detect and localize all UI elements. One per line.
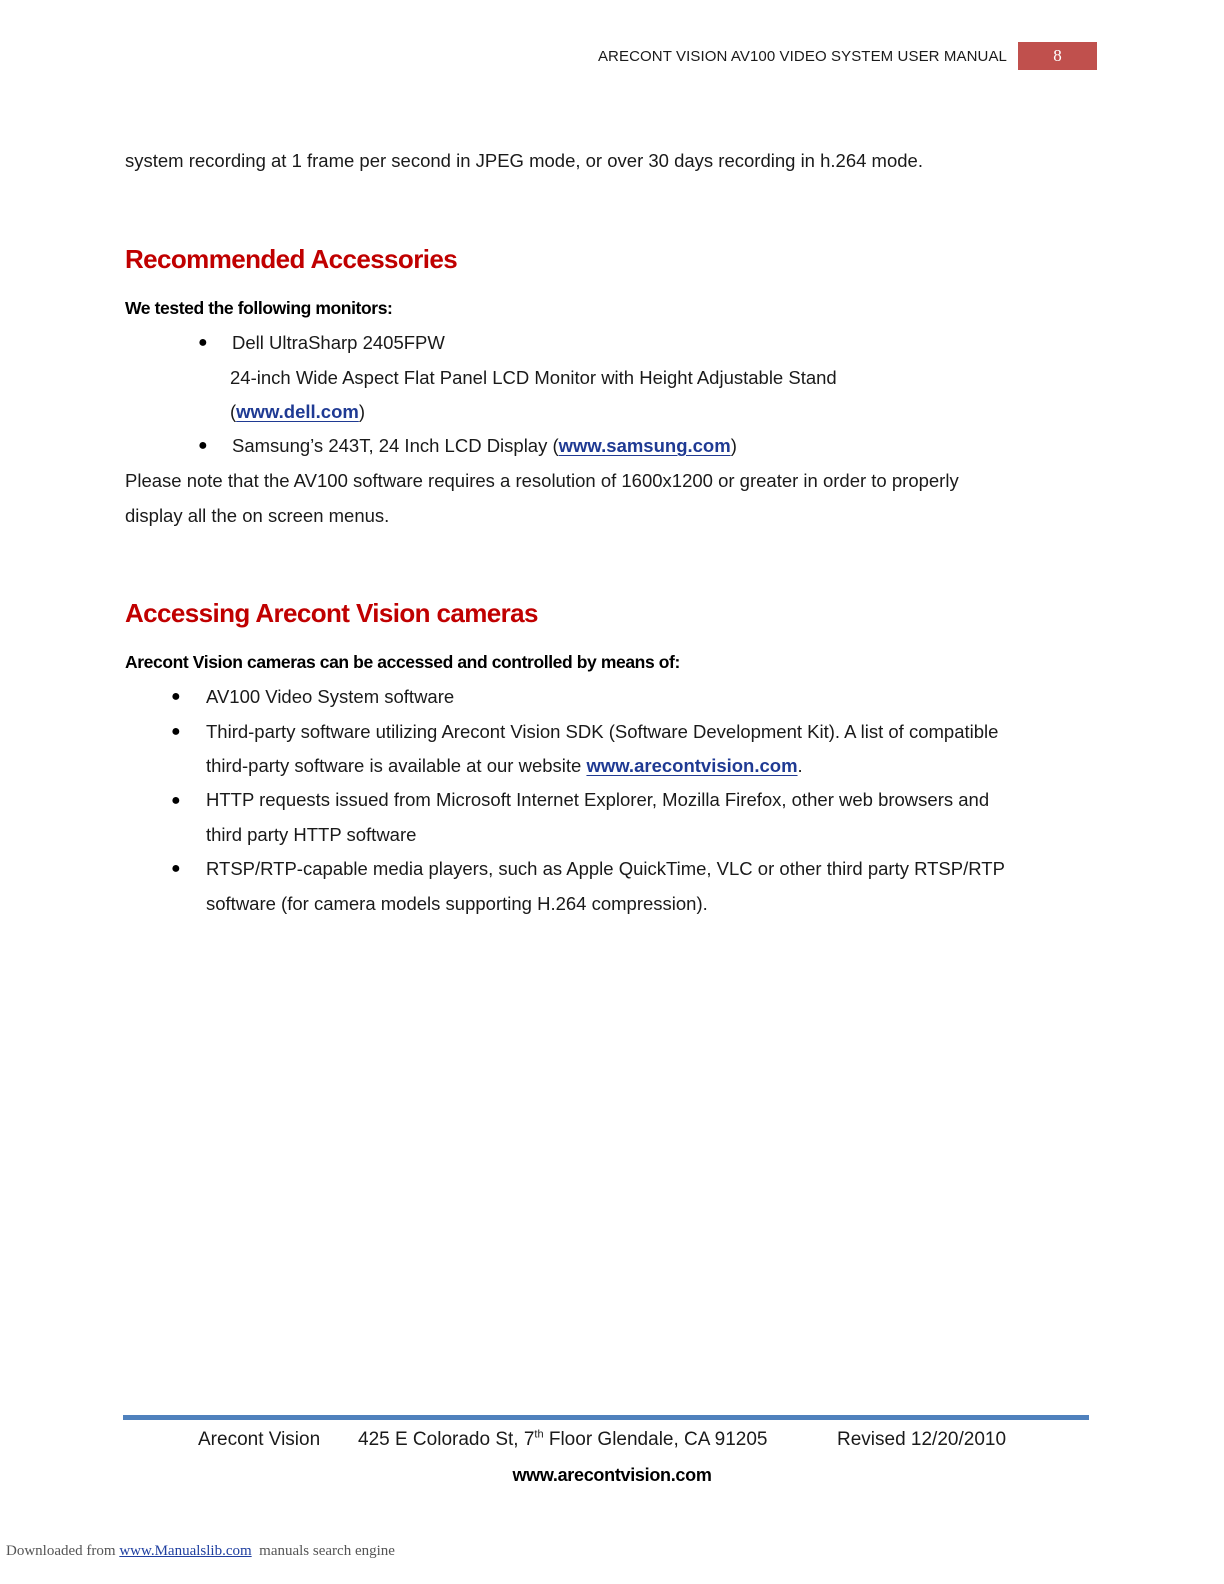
access-item-av100: AV100 Video System software — [206, 686, 455, 707]
footer-company: Arecont Vision — [198, 1429, 321, 1450]
bullet-icon: ● — [171, 688, 181, 705]
paren-close: ) — [358, 401, 366, 422]
download-notice — [6, 1543, 395, 1560]
access-item-sdk-line1: Third-party software utilizing Arecont Vision SDK (Software Development Kit). A list of compatible — [206, 721, 999, 742]
footer-revised: Revised 12/20/2010 — [837, 1429, 1007, 1450]
access-item-http-line2: third party HTTP software — [206, 824, 417, 845]
download-prefix: Downloaded from — [6, 1543, 120, 1559]
sdk-text: third-party software is available at our website — [206, 755, 587, 776]
dell-link[interactable]: www.dell.com — [236, 401, 359, 422]
access-item-rtsp-line2: software (for camera models supporting H.264 compression). — [206, 893, 708, 914]
address-sup: th — [534, 1428, 544, 1441]
bullet-icon: ● — [198, 437, 208, 454]
access-item-sdk-line2 — [206, 755, 803, 777]
bullet-icon: ● — [198, 334, 208, 351]
footer-rule — [123, 1415, 1089, 1420]
bullet-icon: ● — [171, 860, 181, 877]
samsung-link[interactable]: www.samsung.com — [558, 435, 731, 456]
bullet-icon: ● — [171, 792, 181, 809]
footer-address — [358, 1429, 768, 1451]
address-post: Floor Glendale, CA 91205 — [543, 1429, 768, 1450]
intro-paragraph: system recording at 1 frame per second in JPEG mode, or over 30 days recording in h.264 mode. — [125, 150, 923, 171]
footer-url[interactable]: www.arecontvision.com — [512, 1465, 712, 1485]
monitor-samsung-line — [232, 435, 737, 457]
section-heading-accessories: Recommended Accessories — [125, 244, 458, 274]
arecontvision-link[interactable]: www.arecontvision.com — [586, 755, 798, 776]
period: . — [797, 755, 803, 776]
paren-close: ) — [730, 435, 737, 456]
page-number: 8 — [1018, 42, 1097, 70]
monitor-dell-name: Dell UltraSharp 2405FPW — [232, 332, 445, 353]
subheading-access-means: Arecont Vision cameras can be accessed and controlled by means of: — [125, 652, 680, 672]
access-item-rtsp-line1: RTSP/RTP-capable media players, such as Apple QuickTime, VLC or other third party RTSP/RTP — [206, 858, 1005, 879]
section-heading-accessing: Accessing Arecont Vision cameras — [125, 598, 538, 628]
header-title: ARECONT VISION AV100 VIDEO SYSTEM USER MANUAL — [597, 48, 1007, 65]
manualslib-link[interactable]: www.Manualslib.com — [119, 1543, 252, 1559]
paren-open: ( — [230, 401, 237, 422]
subheading-monitors: We tested the following monitors: — [125, 298, 393, 318]
bullet-icon: ● — [171, 723, 181, 740]
resolution-note-line1: Please note that the AV100 software requires a resolution of 1600x1200 or greater in order to properly — [125, 470, 959, 491]
monitor-dell-description: 24-inch Wide Aspect Flat Panel LCD Monitor with Height Adjustable Stand — [230, 367, 837, 388]
download-suffix: manuals search engine — [251, 1543, 395, 1559]
resolution-note-line2: display all the on screen menus. — [125, 505, 390, 526]
access-item-http-line1: HTTP requests issued from Microsoft Internet Explorer, Mozilla Firefox, other web browsers and — [206, 789, 990, 810]
monitor-samsung-text: Samsung’s 243T, 24 Inch LCD Display ( — [232, 435, 559, 456]
monitor-dell-link-line — [230, 401, 365, 423]
address-pre: 425 E Colorado St, 7 — [358, 1429, 535, 1450]
